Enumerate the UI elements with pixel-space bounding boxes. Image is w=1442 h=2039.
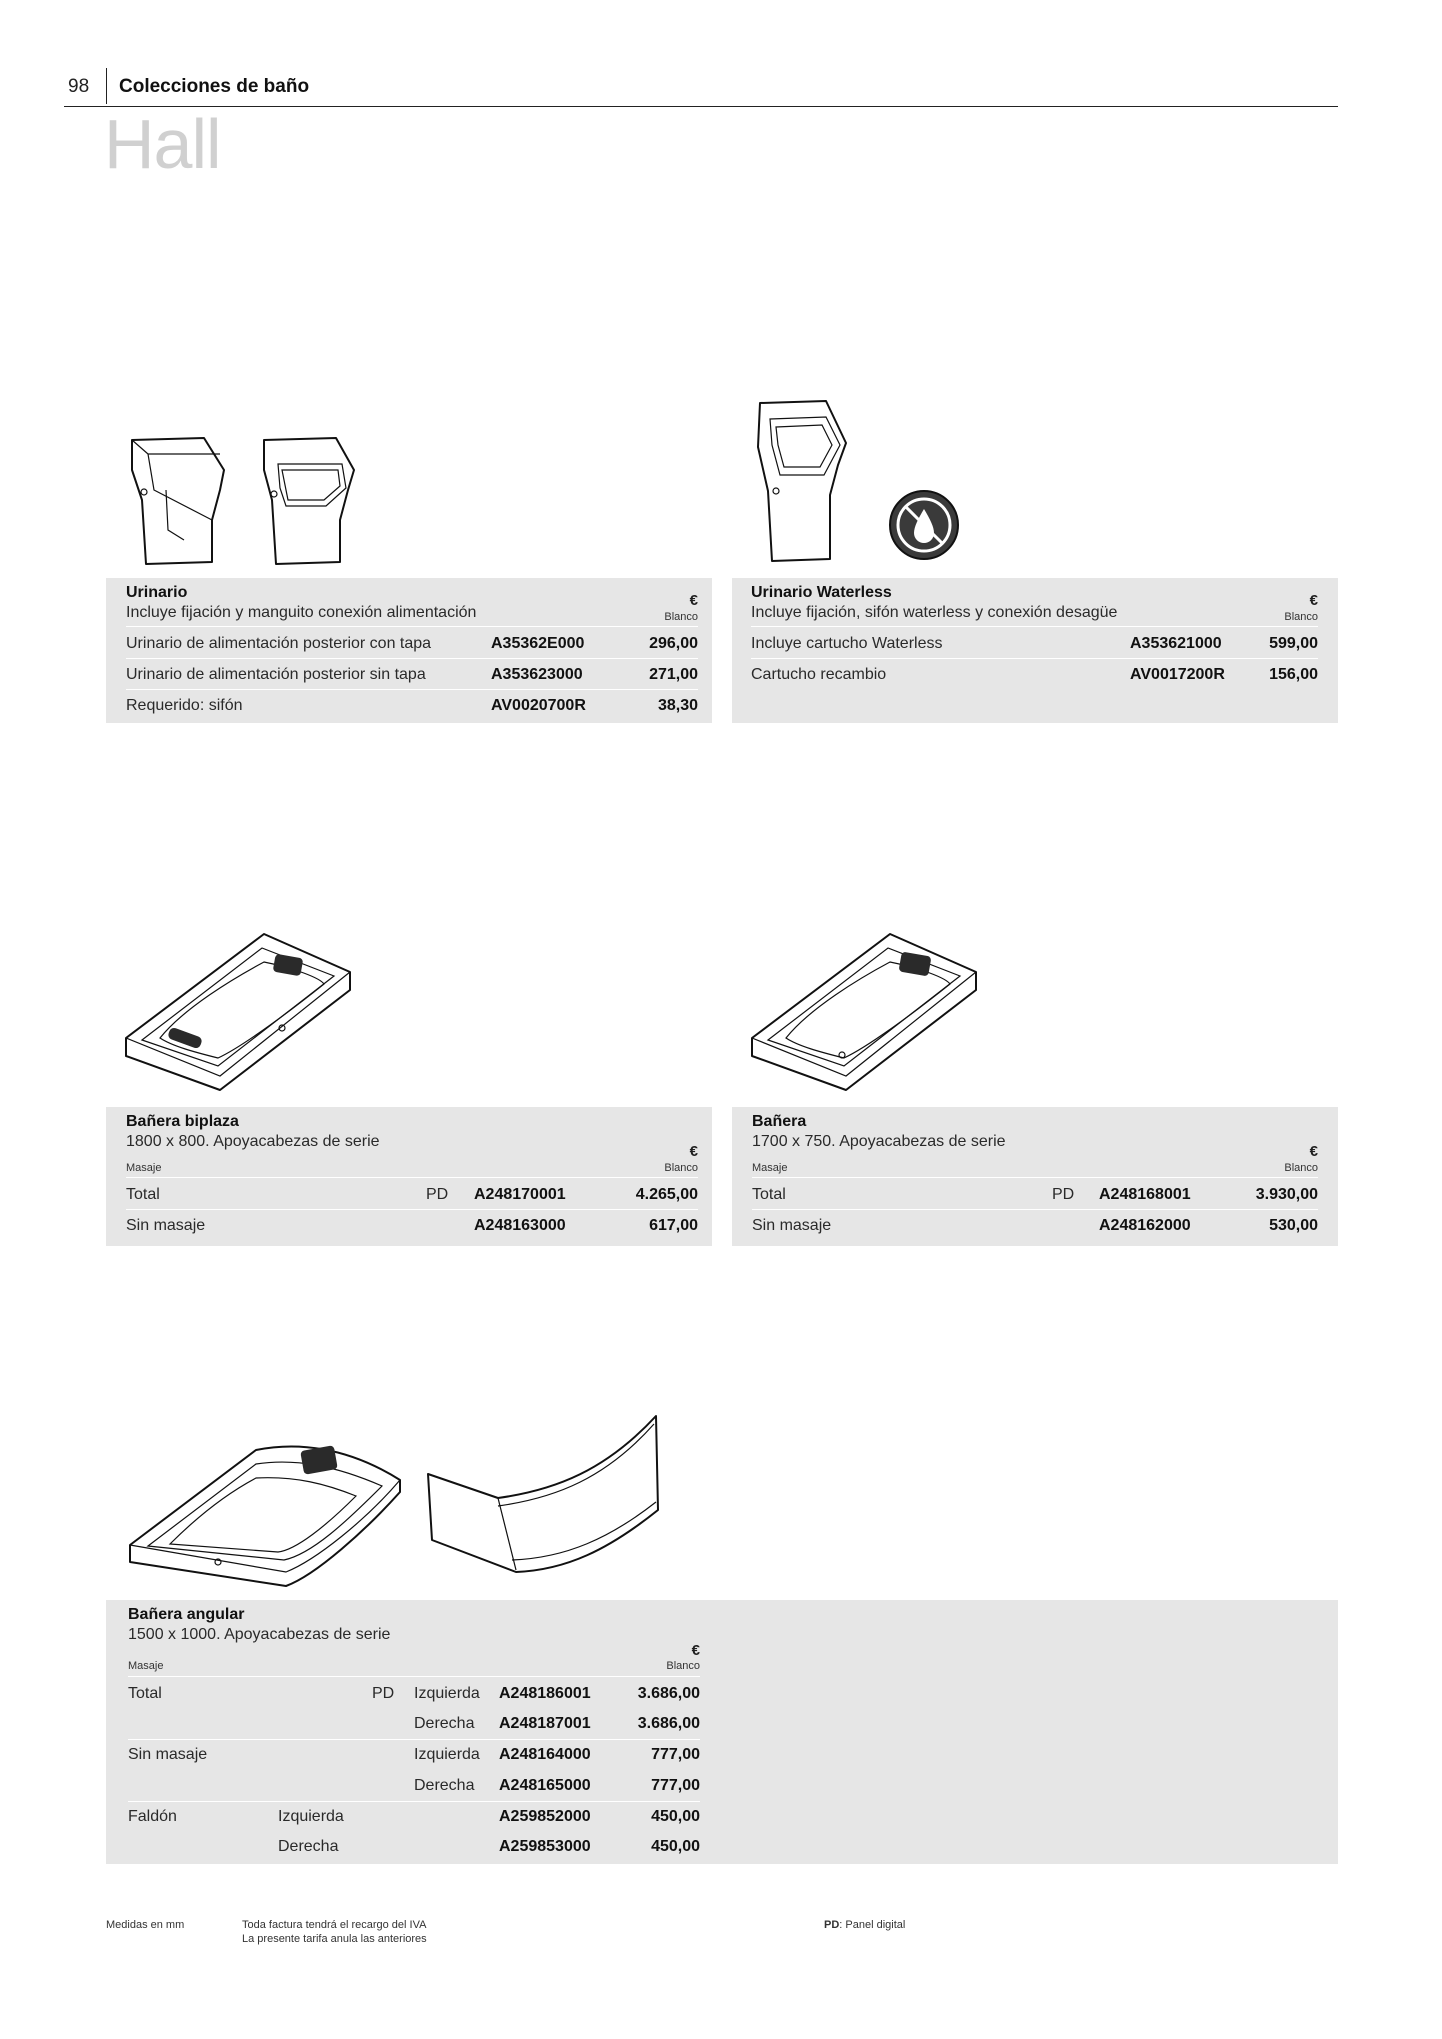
footer-legend <box>824 1918 905 1932</box>
banera-finish: Blanco <box>1284 1162 1318 1174</box>
table-row-code: A248165000 <box>499 1777 591 1794</box>
no-water-icon <box>890 491 958 559</box>
table-row-code: A248170001 <box>474 1186 566 1203</box>
collection-title: Hall <box>104 105 221 183</box>
urinal-with-lid-drawing <box>132 438 224 564</box>
biplaza-desc: 1800 x 800. Apoyacabezas de serie <box>126 1133 380 1150</box>
table-row-price: 3.686,00 <box>637 1715 700 1732</box>
banera-box <box>732 1107 1338 1246</box>
table-row-pd: PD <box>426 1186 449 1203</box>
table-row-price: 156,00 <box>1269 666 1318 683</box>
table-row-label: Sin masaje <box>126 1217 206 1234</box>
urinal-open-drawing <box>264 438 354 564</box>
banera-masaje-label: Masaje <box>752 1162 788 1174</box>
table-row-code: A353623000 <box>491 666 583 683</box>
table-row-code: AV0020700R <box>491 697 586 714</box>
header-rule <box>64 106 1338 107</box>
table-row-price: 271,00 <box>649 666 698 683</box>
table-row-code: AV0017200R <box>1130 666 1225 683</box>
footer-pd-abbr: PD <box>824 1919 840 1931</box>
table-row-price: 530,00 <box>1269 1217 1318 1234</box>
table-row-price: 296,00 <box>649 635 698 652</box>
footer-tarifa: La presente tarifa anula las anteriores <box>242 1933 427 1945</box>
footer-notes <box>242 1918 427 1946</box>
table-row-label: Requerido: sifón <box>126 697 243 714</box>
table-row-label: Total <box>128 1685 162 1702</box>
table-row-code: A259853000 <box>499 1838 591 1855</box>
footer-pd-text: : Panel digital <box>839 1919 906 1931</box>
table-row-side: Derecha <box>414 1777 475 1794</box>
table-row-code: A248163000 <box>474 1217 566 1234</box>
urinal-illustration <box>124 430 364 570</box>
table-row-price: 450,00 <box>651 1808 700 1825</box>
table-row-label: Urinario de alimentación posterior sin tapa <box>126 666 426 683</box>
banera-title: Bañera <box>752 1113 807 1130</box>
table-row-code: A248164000 <box>499 1746 591 1763</box>
banera-illustration <box>750 928 990 1094</box>
footer-medidas: Medidas en mm <box>106 1919 185 1931</box>
urinario-desc: Incluye fijación y manguito conexión alimentación <box>126 604 477 621</box>
table-row-label: Total <box>752 1186 786 1203</box>
table-row-pd: PD <box>1052 1186 1075 1203</box>
table-row-code: A248186001 <box>499 1685 591 1702</box>
biplaza-currency: € <box>689 1143 698 1160</box>
table-row-code: A259852000 <box>499 1808 591 1825</box>
angular-box <box>106 1600 1338 1864</box>
table-row-side: Derecha <box>278 1838 339 1855</box>
table-row-side: Derecha <box>414 1715 475 1732</box>
angular-finish: Blanco <box>666 1660 700 1672</box>
table-row-price: 599,00 <box>1269 635 1318 652</box>
table-row-side: Izquierda <box>414 1685 480 1702</box>
angular-illustration <box>126 1410 666 1595</box>
angular-masaje-label: Masaje <box>128 1660 164 1672</box>
waterless-finish: Blanco <box>1284 611 1318 623</box>
footer-iva: Toda factura tendrá el recargo del IVA <box>242 1919 427 1931</box>
table-row-label: Sin masaje <box>128 1746 208 1763</box>
urinario-currency: € <box>689 592 698 609</box>
page-number: 98 <box>68 76 90 97</box>
table-row-code: A35362E000 <box>491 635 585 652</box>
table-row-code: A353621000 <box>1130 635 1222 652</box>
table-row-label: Cartucho recambio <box>751 666 887 683</box>
table-row-label: Faldón <box>128 1808 177 1825</box>
urinario-title: Urinario <box>126 584 188 601</box>
table-row-price: 38,30 <box>657 697 698 714</box>
table-row-label: Urinario de alimentación posterior con tapa <box>126 635 432 652</box>
table-row-label: Total <box>126 1186 160 1203</box>
biplaza-title: Bañera biplaza <box>126 1113 239 1130</box>
table-row-label: Sin masaje <box>752 1217 832 1234</box>
biplaza-finish: Blanco <box>664 1162 698 1174</box>
table-row-price: 777,00 <box>651 1777 700 1794</box>
angular-bathtub-drawing <box>130 1445 400 1586</box>
table-row-price: 3.686,00 <box>637 1685 700 1702</box>
biplaza-box <box>106 1107 712 1246</box>
urinario-box <box>106 578 712 723</box>
table-row-price: 4.265,00 <box>635 1186 698 1203</box>
table-row-price: 617,00 <box>649 1217 698 1234</box>
header-divider <box>106 68 107 104</box>
table-row-side: Izquierda <box>414 1746 480 1763</box>
waterless-desc: Incluye fijación, sifón waterless y conexión desagüe <box>751 604 1118 621</box>
skirt-panel-drawing <box>428 1416 658 1572</box>
biplaza-illustration <box>124 928 364 1094</box>
waterless-currency: € <box>1309 592 1318 609</box>
waterless-title: Urinario Waterless <box>751 584 892 601</box>
waterless-urinal-drawing <box>758 401 846 561</box>
table-row-side: Izquierda <box>278 1808 344 1825</box>
biplaza-masaje-label: Masaje <box>126 1162 162 1174</box>
table-row-price: 3.930,00 <box>1255 1186 1318 1203</box>
waterless-illustration <box>750 395 970 575</box>
section-title: Colecciones de baño <box>119 76 310 97</box>
table-row-price: 450,00 <box>651 1838 700 1855</box>
banera-desc: 1700 x 750. Apoyacabezas de serie <box>752 1133 1006 1150</box>
angular-desc: 1500 x 1000. Apoyacabezas de serie <box>128 1626 391 1643</box>
waterless-box <box>732 578 1338 723</box>
angular-currency: € <box>691 1642 700 1659</box>
table-row-code: A248187001 <box>499 1715 591 1732</box>
table-row-pd: PD <box>372 1685 395 1702</box>
banera-currency: € <box>1309 1143 1318 1160</box>
table-row-price: 777,00 <box>651 1746 700 1763</box>
angular-title: Bañera angular <box>128 1606 245 1623</box>
table-row-code: A248168001 <box>1099 1186 1191 1203</box>
urinario-finish: Blanco <box>664 611 698 623</box>
table-row-code: A248162000 <box>1099 1217 1191 1234</box>
table-row-label: Incluye cartucho Waterless <box>751 635 943 652</box>
